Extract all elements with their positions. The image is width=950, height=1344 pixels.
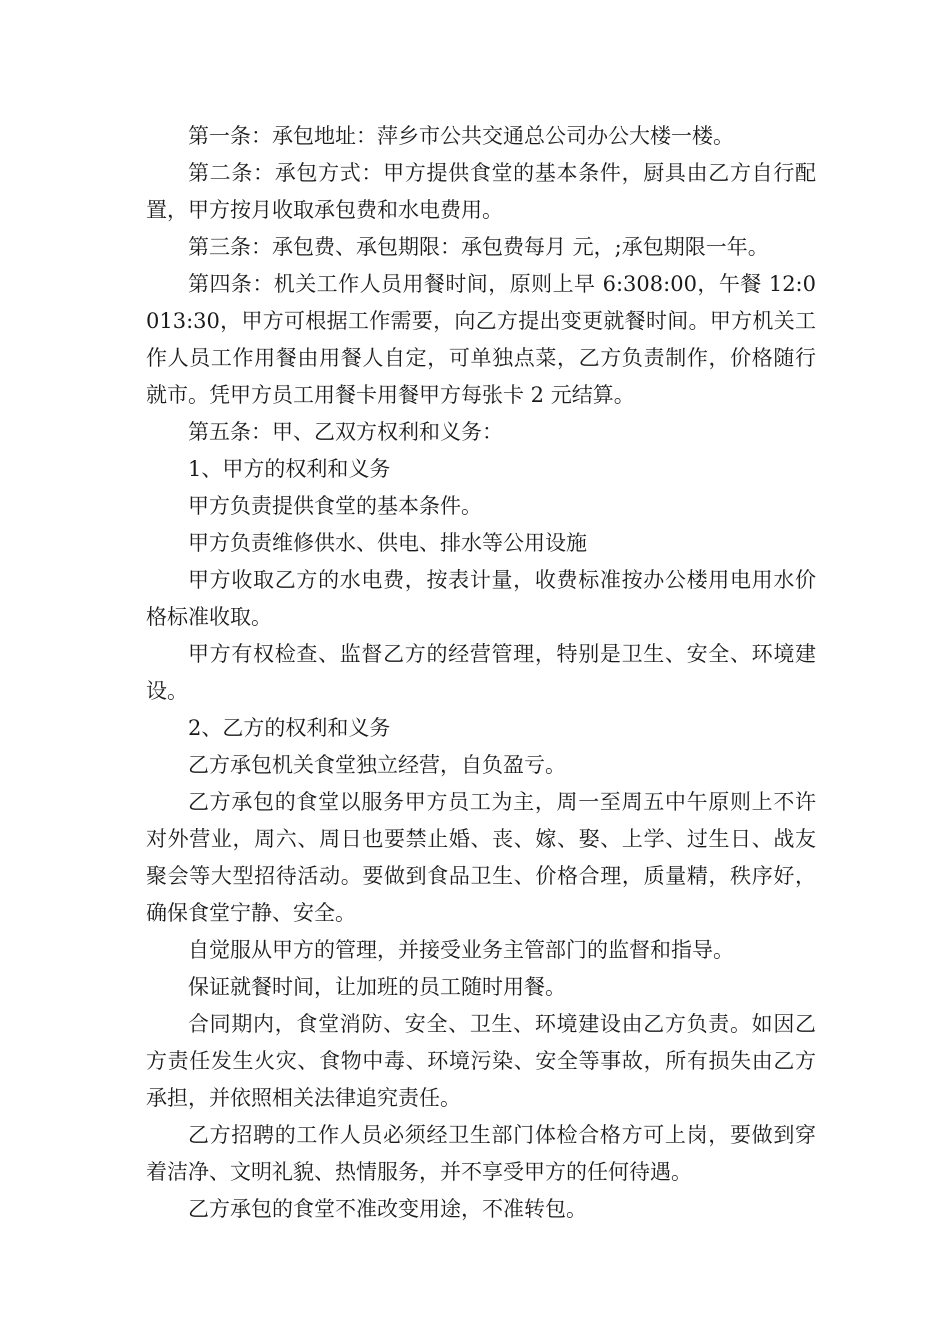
party-b-heading: 2、乙方的权利和义务 <box>188 716 391 740</box>
party-a-heading: 1、甲方的权利和义务 <box>188 457 391 481</box>
party-a-item-3: 甲方收取乙方的水电费，按表计量，收费标准按办公楼用电用水价格标准收取。 <box>146 568 816 629</box>
document-body <box>146 118 816 1228</box>
clause-1-address: 第一条：承包地址：萍乡市公共交通总公司办公大楼一楼。 <box>188 124 734 148</box>
party-b-item-3: 自觉服从甲方的管理，并接受业务主管部门的监督和指导。 <box>188 938 734 962</box>
party-a-item-1: 甲方负责提供食堂的基本条件。 <box>188 494 482 518</box>
party-b-item-7: 乙方承包的食堂不准改变用途，不准转包。 <box>188 1197 587 1221</box>
clause-5-rights-duties: 第五条：甲、乙双方权利和义务： <box>188 420 503 444</box>
clause-3-fee-term: 第三条：承包费、承包期限：承包费每月 元，;承包期限一年。 <box>188 235 769 259</box>
party-b-item-5: 合同期内，食堂消防、安全、卫生、环境建设由乙方负责。如因乙方责任发生火灾、食物中毒、环境污染、安全等事故，所有损失由乙方承担，并依照相关法律追究责任。 <box>146 1012 816 1110</box>
party-b-item-1: 乙方承包机关食堂独立经营，自负盈亏。 <box>188 753 566 777</box>
party-b-item-2: 乙方承包的食堂以服务甲方员工为主，周一至周五中午原则上不许对外营业，周六、周日也要禁止婚、丧、嫁、娶、上学、过生日、战友聚会等大型招待活动。要做到食品卫生、价格合理，质量精，秩序好，确保食堂宁静、安全。 <box>146 790 816 925</box>
party-b-item-4: 保证就餐时间，让加班的员工随时用餐。 <box>188 975 566 999</box>
party-b-item-6: 乙方招聘的工作人员必须经卫生部门体检合格方可上岗，要做到穿着洁净、文明礼貌、热情服务，并不享受甲方的任何待遇。 <box>146 1123 816 1184</box>
clause-2-method: 第二条：承包方式：甲方提供食堂的基本条件，厨具由乙方自行配置，甲方按月收取承包费和水电费用。 <box>146 161 816 222</box>
party-a-item-4: 甲方有权检查、监督乙方的经营管理，特别是卫生、安全、环境建设。 <box>146 642 816 703</box>
clause-4-meal-time: 第四条：机关工作人员用餐时间，原则上早 6:308:00，午餐 12:0013:30，甲方可根据工作需要，向乙方提出变更就餐时间。甲方机关工作人员工作用餐由用餐人自定，可单独点菜，乙方负责制作，价格随行就市。凭甲方员工用餐卡用餐甲方每张卡 2 元结算。 <box>146 272 816 407</box>
party-a-item-2: 甲方负责维修供水、供电、排水等公用设施 <box>188 531 587 555</box>
